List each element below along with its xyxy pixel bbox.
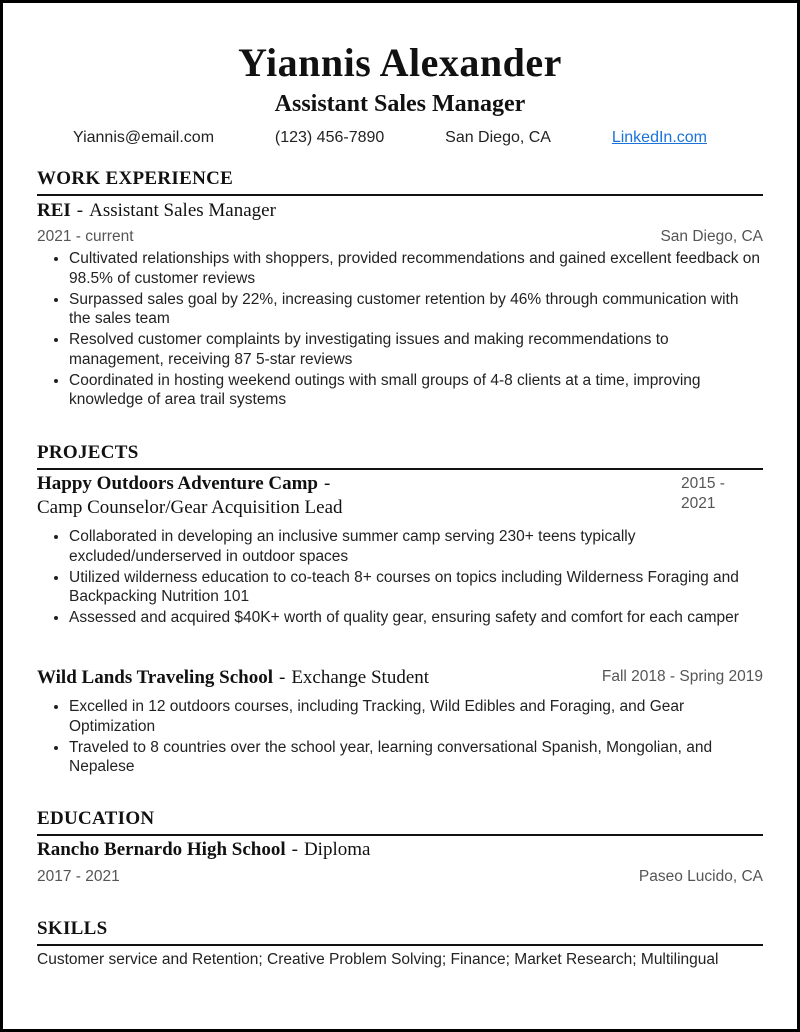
project-1-dates-end: 2021 <box>681 495 716 512</box>
project-1-dates-start: 2015 - <box>681 475 725 492</box>
project-1-name: Happy Outdoors Adventure Camp <box>37 473 319 494</box>
contact-row <box>73 127 707 149</box>
school-name: Rancho Bernardo High School <box>37 839 286 860</box>
candidate-name: Yiannis Alexander <box>238 40 562 85</box>
work-meta-row <box>37 227 763 247</box>
list-item: • Utilized wilderness education to co-teach 8+ courses on topics including Wilderness Foraging and Backpacking Nutrition 101 <box>69 568 763 607</box>
project-1-heading <box>37 472 657 520</box>
list-item: • Assessed and acquired $40K+ worth of quality gear, ensuring safety and comfort for each camper <box>69 608 763 628</box>
education-location: Paseo Lucido, CA <box>638 868 763 885</box>
list-item: • Excelled in 12 outdoors courses, including Tracking, Wild Edibles and Foraging, and Gear Optimization <box>69 697 763 736</box>
project-1-dates <box>681 474 729 514</box>
location-text: San Diego, CA <box>445 129 551 146</box>
phone-text: (123) 456-7890 <box>274 129 385 146</box>
work-bullets <box>37 249 763 411</box>
project-2-name: Wild Lands Traveling School <box>37 667 273 688</box>
education-heading <box>37 838 763 862</box>
project-1-role: Camp Counselor/Gear Acquisition Lead <box>37 497 343 518</box>
work-location: San Diego, CA <box>660 228 763 245</box>
heading-separator: - <box>324 473 331 494</box>
project-1-bullets <box>37 527 763 629</box>
degree-name: Diploma <box>303 839 371 860</box>
education-dates: 2017 - 2021 <box>37 868 120 885</box>
section-title-projects: PROJECTS <box>37 441 763 470</box>
linkedin-link[interactable]: LinkedIn.com <box>611 129 707 146</box>
list-item: • Surpassed sales goal by 22%, increasing customer retention by 46% through communication with the sales team <box>69 290 763 329</box>
heading-separator: - <box>279 667 286 688</box>
list-item: • Collaborated in developing an inclusive summer camp serving 230+ teens typically excluded/underserved in outdoor spaces <box>69 527 763 566</box>
work-employer: REI <box>37 200 71 221</box>
list-item: • Cultivated relationships with shoppers, provided recommendations and gained excellent feedback on 98.5% of customer reviews <box>69 249 763 288</box>
heading-separator: - <box>291 839 298 860</box>
work-dates: 2021 - current <box>37 228 134 245</box>
project-2-role: Exchange Student <box>291 667 430 688</box>
section-title-skills: SKILLS <box>37 917 763 946</box>
education-meta-row <box>37 867 763 887</box>
candidate-headline: Assistant Sales Manager <box>274 91 526 117</box>
list-item: • Resolved customer complaints by investigating issues and making recommendations to management, receiving 87 5-star reviews <box>69 330 763 369</box>
heading-separator: - <box>76 200 84 221</box>
list-item: • Coordinated in hosting weekend outings with small groups of 4-8 clients at a time, improving knowledge of area trail systems <box>69 371 763 410</box>
list-item: • Traveled to 8 countries over the school year, learning conversational Spanish, Mongolian, and Nepalese <box>69 738 763 777</box>
work-entry-heading <box>37 199 763 223</box>
project-2-dates: Fall 2018 - Spring 2019 <box>601 668 763 685</box>
email-text: Yiannis@email.com <box>73 129 215 146</box>
skills-list: Customer service and Retention; Creative Problem Solving; Finance; Market Research; Multilingual <box>37 951 719 968</box>
section-title-education: EDUCATION <box>37 807 763 836</box>
section-title-work-experience: WORK EXPERIENCE <box>37 167 763 196</box>
work-role: Assistant Sales Manager <box>89 200 276 221</box>
project-2-bullets <box>37 697 763 778</box>
